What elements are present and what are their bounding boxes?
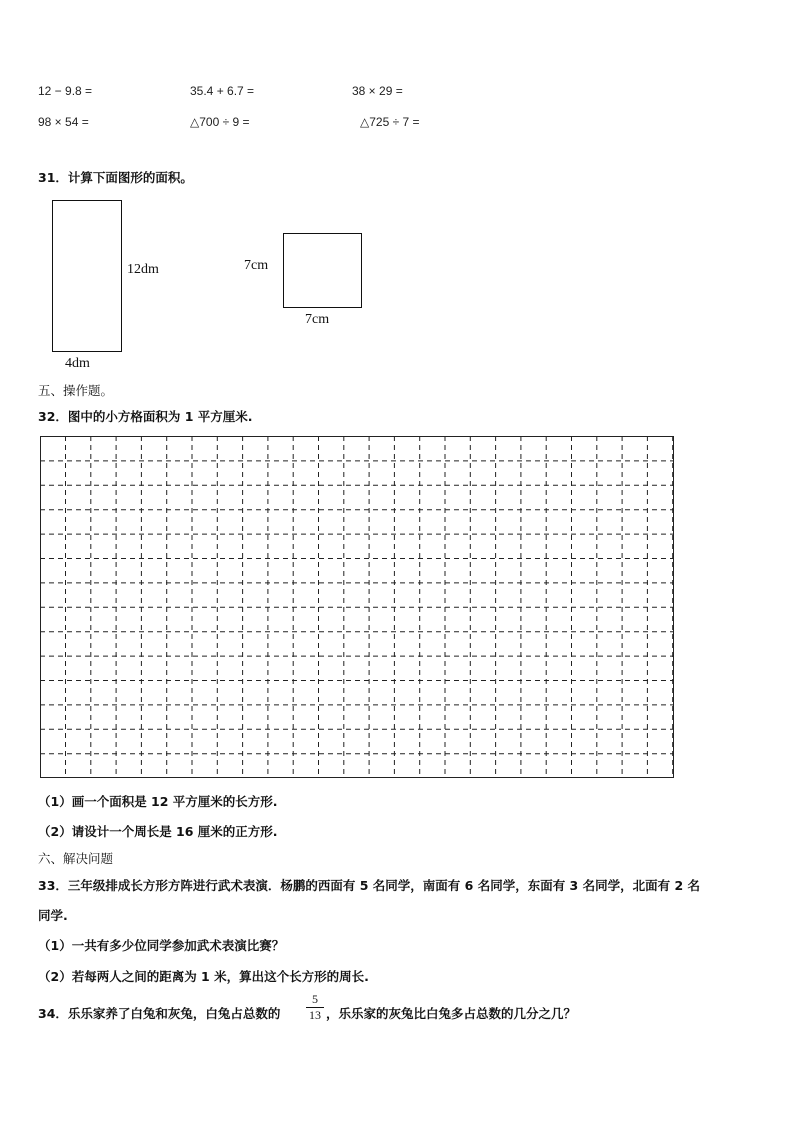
question-31: 31．计算下面图形的面积。 [38, 170, 193, 185]
question-32-part-2: （2）请设计一个周长是 16 厘米的正方形. [38, 824, 278, 839]
calc-5: △700 ÷ 9 = [190, 115, 250, 129]
question-32-part-1: （1）画一个面积是 12 平方厘米的长方形. [38, 794, 278, 809]
question-34-text-before: 34．乐乐家养了白兔和灰兔，白兔占总数的 [38, 1006, 281, 1021]
rect-height-label: 12dm [127, 262, 159, 277]
question-33-part-2: （2）若每两人之间的距离为 1 米，算出这个长方形的周长. [38, 969, 369, 984]
fraction-numerator: 5 [312, 992, 318, 1006]
rectangle-figure [52, 200, 122, 352]
calc-3: 38 × 29 = [352, 84, 403, 98]
square-grid [40, 436, 674, 778]
rect-width-label: 4dm [65, 356, 90, 371]
calc-2: 35.4 + 6.7 = [190, 84, 255, 98]
calc-1: 12 − 9.8 = [38, 84, 93, 98]
section-5-title: 五、操作题。 [38, 383, 114, 398]
section-6-title: 六、解决问题 [38, 851, 114, 866]
question-33-part-1: （1）一共有多少位同学参加武术表演比赛？ [38, 938, 285, 953]
question-32: 32．图中的小方格面积为 1 平方厘米. [38, 409, 253, 424]
fraction-5-13 [306, 993, 324, 1022]
square-side-label: 7cm [244, 258, 269, 273]
fraction-denominator: 13 [309, 1008, 321, 1022]
calc-4: 98 × 54 = [38, 115, 89, 129]
calc-6: △725 ÷ 7 = [360, 115, 420, 129]
question-33-line-1: 33．三年级排成长方形方阵进行武术表演．杨鹏的西面有 5 名同学，南面有 6 名同学，东面有 3 名同学，北面有 2 名 [38, 878, 701, 893]
question-34-text-after: ，乐乐家的灰兔比白兔多占总数的几分之几？ [326, 1006, 577, 1021]
question-33-line-2: 同学. [38, 908, 68, 923]
square-bottom-label: 7cm [305, 312, 330, 327]
square-figure [283, 233, 362, 308]
